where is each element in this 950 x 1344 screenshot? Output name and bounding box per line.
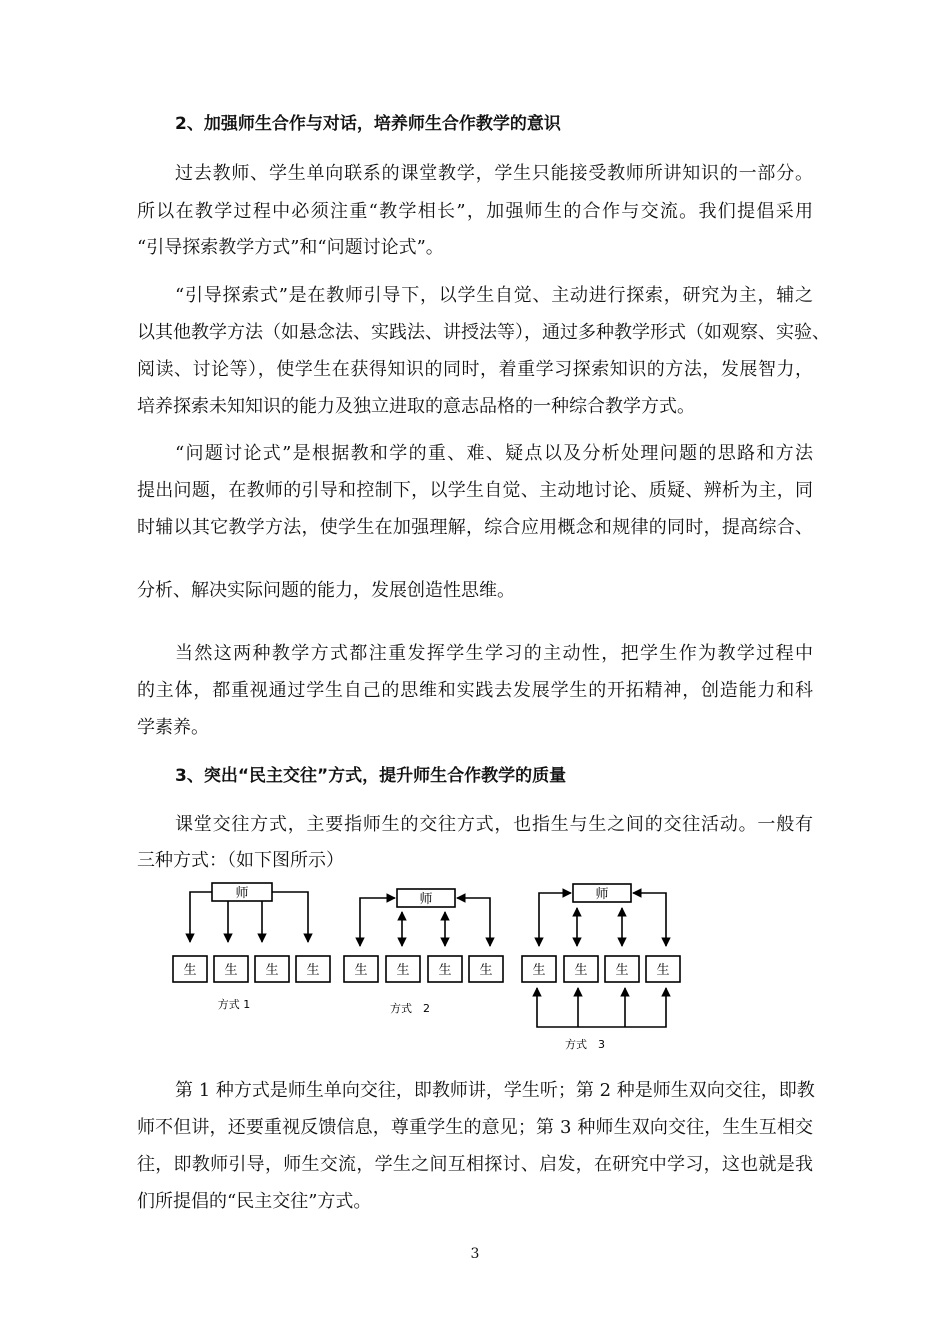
para-5-line-1: 课堂交往方式，主要指师生的交往方式，也指生与生之间的交往活动。一般有 — [175, 814, 813, 835]
para-3-line-4: 分析、解决实际问题的能力，发展创造性思维。 — [137, 580, 515, 601]
para-4-line-2: 的主体，都重视通过学生自己的思维和实践去发展学生的开拓精神，创造能力和科 — [137, 680, 813, 701]
para-2-line-1: “引导探索式”是在教师引导下，以学生自觉、主动进行探索，研究为主，辅之 — [175, 285, 813, 306]
mode-2-student-label: 生 — [479, 963, 493, 978]
para-1-line-1: 过去教师、学生单向联系的课堂教学，学生只能接受教师所讲知识的一部分。 — [175, 163, 813, 184]
mode-3-student-label: 生 — [615, 963, 629, 978]
mode-3-diagram — [522, 884, 680, 1027]
mode-1-student-label: 生 — [183, 963, 197, 978]
section-3-heading: 3、突出“民主交往”方式，提升师生合作教学的质量 — [175, 766, 567, 786]
para-3-line-1: “问题讨论式”是根据教和学的重、难、疑点以及分析处理问题的思路和方法 — [175, 443, 813, 464]
para-2-line-2: 以其他教学方法（如悬念法、实践法、讲授法等），通过多种教学形式（如观察、实验、 — [137, 322, 830, 343]
para-3-line-3: 时辅以其它教学方法，使学生在加强理解，综合应用概念和规律的同时，提高综合、 — [137, 517, 813, 538]
mode-3-student-label: 生 — [656, 963, 670, 978]
para-6-line-3: 往，即教师引导，师生交流，学生之间互相探讨、启发，在研究中学习，这也就是我 — [137, 1154, 813, 1175]
para-4-line-3: 学素养。 — [137, 717, 209, 738]
para-5-line-2: 三种方式：（如下图所示） — [137, 850, 344, 871]
mode-3-student-label: 生 — [574, 963, 588, 978]
mode-3-student-label: 生 — [532, 963, 546, 978]
para-2-line-3: 阅读、讨论等），使学生在获得知识的同时，着重学习探索知识的方法，发展智力， — [137, 359, 813, 380]
para-3-line-2: 提出问题，在教师的引导和控制下，以学生自觉、主动地讨论、质疑、辨析为主，同 — [137, 480, 813, 501]
para-6-line-1: 第 1 种方式是师生单向交往，即教师讲，学生听；第 2 种是师生双向交往，即教 — [175, 1080, 815, 1101]
mode-1-student-label: 生 — [265, 963, 279, 978]
interaction-modes-diagram — [160, 880, 720, 1060]
mode-2-student-label: 生 — [354, 963, 368, 978]
mode-3-caption: 方式 3 — [565, 1038, 605, 1051]
para-1-line-3: “引导探索教学方式”和“问题讨论式”。 — [137, 237, 444, 258]
section-2-heading: 2、加强师生合作与对话，培养师生合作教学的意识 — [175, 114, 561, 134]
para-1-line-2: 所以在教学过程中必须注重“教学相长”，加强师生的合作与交流。我们提倡采用 — [137, 201, 813, 222]
para-6-line-4: 们所提倡的“民主交往”方式。 — [137, 1191, 372, 1212]
mode-1-caption: 方式 1 — [217, 998, 251, 1011]
mode-2-student-label: 生 — [396, 963, 410, 978]
mode-1-student-label: 生 — [306, 963, 320, 978]
para-4-line-1: 当然这两种教学方式都注重发挥学生学习的主动性，把学生作为教学过程中 — [175, 643, 813, 664]
mode-2-teacher-label: 师 — [419, 892, 433, 907]
mode-1-teacher-label: 师 — [235, 886, 249, 901]
para-6-line-2: 师不但讲，还要重视反馈信息，尊重学生的意见；第 3 种师生双向交往，生生互相交 — [137, 1117, 813, 1138]
mode-2-student-label: 生 — [438, 963, 452, 978]
page-number: 3 — [470, 1246, 480, 1262]
para-2-line-4: 培养探索未知知识的能力及独立进取的意志品格的一种综合教学方式。 — [137, 396, 695, 417]
mode-1-student-label: 生 — [224, 963, 238, 978]
mode-2-caption: 方式 2 — [390, 1002, 430, 1015]
mode-3-teacher-label: 师 — [595, 887, 609, 902]
